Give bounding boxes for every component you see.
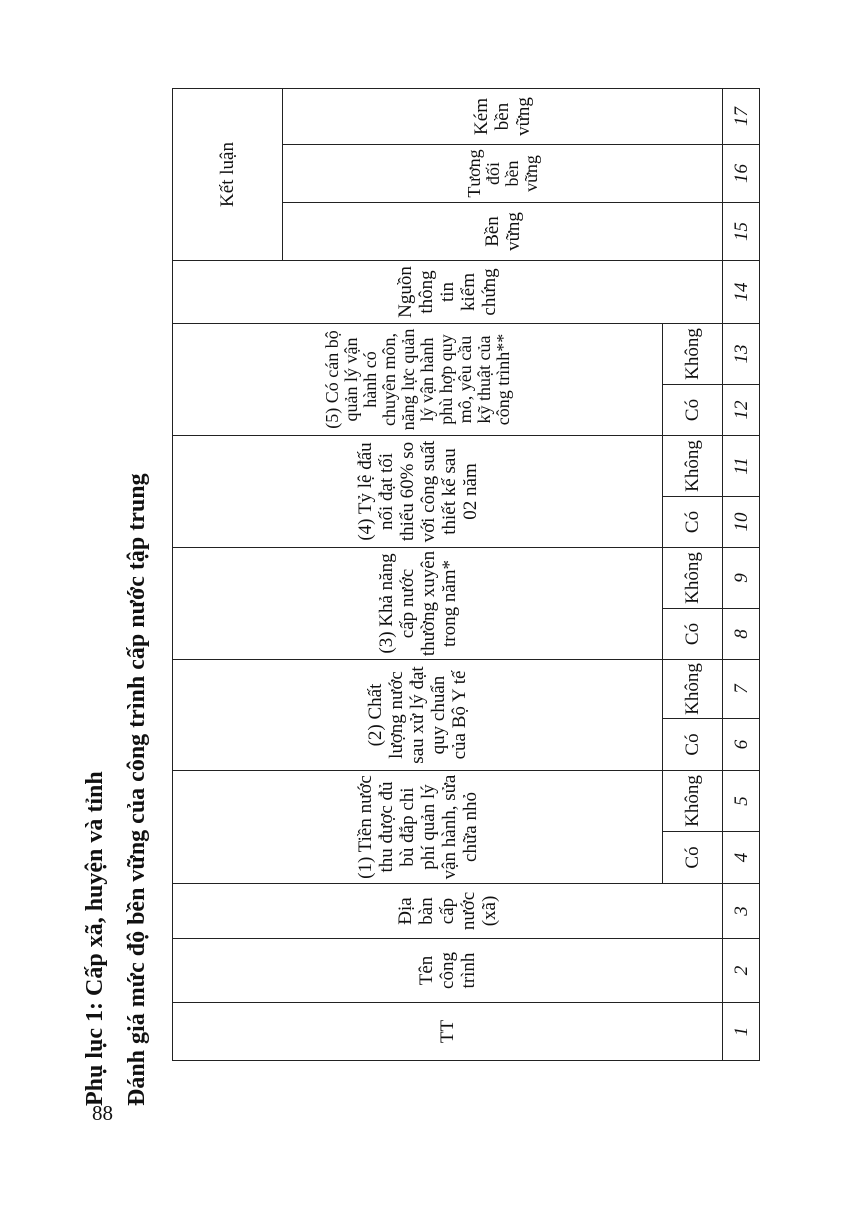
col-number: 11 [723,435,760,496]
header-tuong-doi-ben-vung: Tương đối bền vững [283,144,723,202]
header-ket-luan: Kết luận [173,88,283,260]
assessment-table [172,88,760,1061]
header-criterion-1: (1) Tiền nước thu được đủ bù đắp chi phí quản lý vận hành, sửa chữa nhỏ [173,771,663,884]
col-number: 4 [723,832,760,884]
header-co-4: Có [663,496,723,547]
header-criterion-3: (3) Khả năng cấp nước thường xuyên trong năm* [173,547,663,659]
header-co-3: Có [663,609,723,660]
header-kem-ben-vung: Kém bền vững [283,88,723,144]
header-co-1: Có [663,832,723,884]
col-number: 5 [723,771,760,832]
col-number: 9 [723,547,760,608]
col-number: 13 [723,323,760,384]
header-dia-ban: Địa bàn cấp nước (xã) [173,884,723,939]
col-number: 15 [723,202,760,260]
header-criterion-4: (4) Tỷ lệ đấu nối đạt tối thiểu 60% so với công suất thiết kế sau 02 năm [173,435,663,547]
header-co-5: Có [663,384,723,435]
header-co-2: Có [663,719,723,771]
header-criterion-2: (2) Chất lượng nước sau xử lý đạt quy chuẩn của Bộ Y tế [173,660,663,771]
col-number: 6 [723,719,760,771]
col-number: 17 [723,88,760,144]
col-number: 3 [723,884,760,939]
col-number: 2 [723,939,760,1003]
col-number: 1 [723,1003,760,1061]
col-number: 12 [723,384,760,435]
page-number: 88 [92,1101,113,1125]
header-khong-2: Không [663,660,723,719]
appendix-title: Phụ lục 1: Cấp xã, huyện và tỉnh [82,771,108,1106]
col-number: 16 [723,144,760,202]
header-nguon-thong-tin: Nguồn thông tin kiểm chứng [173,260,723,323]
table-title: Đánh giá mức độ bền vững của công trình cấp nước tập trung [124,473,150,1106]
header-khong-4: Không [663,435,723,496]
col-number: 10 [723,496,760,547]
header-khong-3: Không [663,547,723,608]
col-number: 7 [723,660,760,719]
header-tt: TT [173,1003,723,1061]
col-number: 8 [723,609,760,660]
col-number: 14 [723,260,760,323]
header-ben-vung: Bền vững [283,202,723,260]
header-khong-1: Không [663,771,723,832]
header-ten-cong-trinh: Tên công trình [173,939,723,1003]
header-khong-5: Không [663,323,723,384]
header-criterion-5: (5) Có cán bộ quản lý vận hành có chuyên môn, năng lực quản lý vận hành phù hợp quy mô, yêu cầu kỹ thuật của công trình** [173,323,663,435]
